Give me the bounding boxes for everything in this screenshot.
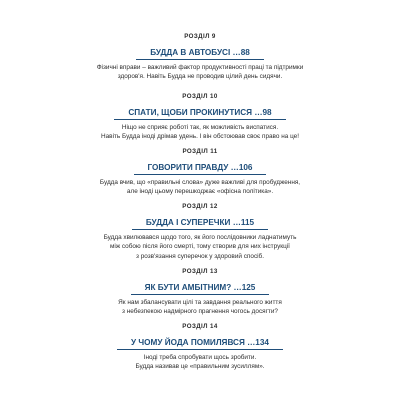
chapter-description [75, 123, 325, 142]
description-line: Ніщо не сприяє роботі так, як можливість виспатися. [121, 124, 279, 131]
chapter-14 [0, 323, 400, 372]
chapter-label: РОЗДІЛ 10 [182, 93, 218, 100]
chapter-9 [0, 33, 400, 82]
description-line: здоров'я. Навіть Будда не проводив цілий день сидячи. [117, 73, 283, 81]
chapter-title: БУДДА І СУПЕРЕЧКИ …115 [132, 218, 268, 230]
chapter-label: РОЗДІЛ 12 [182, 203, 218, 210]
chapter-title: У ЧОМУ ЙОДА ПОМИЛЯВСЯ …134 [117, 338, 283, 350]
chapter-10 [0, 93, 400, 142]
chapter-description [75, 233, 325, 261]
description-line: Навіть Будда іноді дрімав удень. І він обстоював своє право на це! [101, 133, 299, 141]
description-line: з небезпекою надмірного прагнення чогось досягти? [122, 308, 278, 316]
chapter-description [75, 353, 325, 372]
description-line: Будда вчив, що «правильні слова» дуже важливі для пробудження, [99, 179, 301, 186]
chapter-label: РОЗДІЛ 11 [182, 148, 218, 155]
chapter-label: РОЗДІЛ 14 [182, 323, 218, 330]
chapter-title: ЯК БУТИ АМБІТНИМ? …125 [131, 283, 270, 295]
description-line: між собою після його смерті, тому створив для них інструкції [110, 243, 290, 251]
chapter-12 [0, 203, 400, 261]
chapter-13 [0, 268, 400, 317]
chapter-11 [0, 148, 400, 197]
chapter-label: РОЗДІЛ 9 [184, 33, 216, 40]
description-line: з розв'язання суперечок у здоровий спосіб. [135, 252, 264, 260]
description-line: Як нам збалансувати цілі та завдання реального життя [118, 299, 282, 306]
description-line: Іноді треба спробувати щось зробити. [143, 354, 257, 361]
description-line: Будда хвилювався щодо того, як його послідовники ладнатимуть [103, 234, 297, 241]
chapter-title: СПАТИ, ЩОБИ ПРОКИНУТИСЯ …98 [114, 108, 285, 120]
description-line: але іноді цьому перешкоджає «офісна політика». [126, 188, 274, 196]
description-line: Будда називав це «правильним зусиллям». [135, 363, 265, 371]
chapter-description [75, 298, 325, 317]
chapter-label: РОЗДІЛ 13 [182, 268, 218, 275]
description-line: Фізичні вправи – важливий фактор продуктивності праці та підтримки [96, 64, 304, 71]
chapter-description [75, 178, 325, 197]
chapter-title: БУДДА В АВТОБУСІ …88 [136, 48, 264, 60]
chapter-title: ГОВОРИТИ ПРАВДУ …106 [134, 163, 267, 175]
chapter-description [75, 63, 325, 82]
